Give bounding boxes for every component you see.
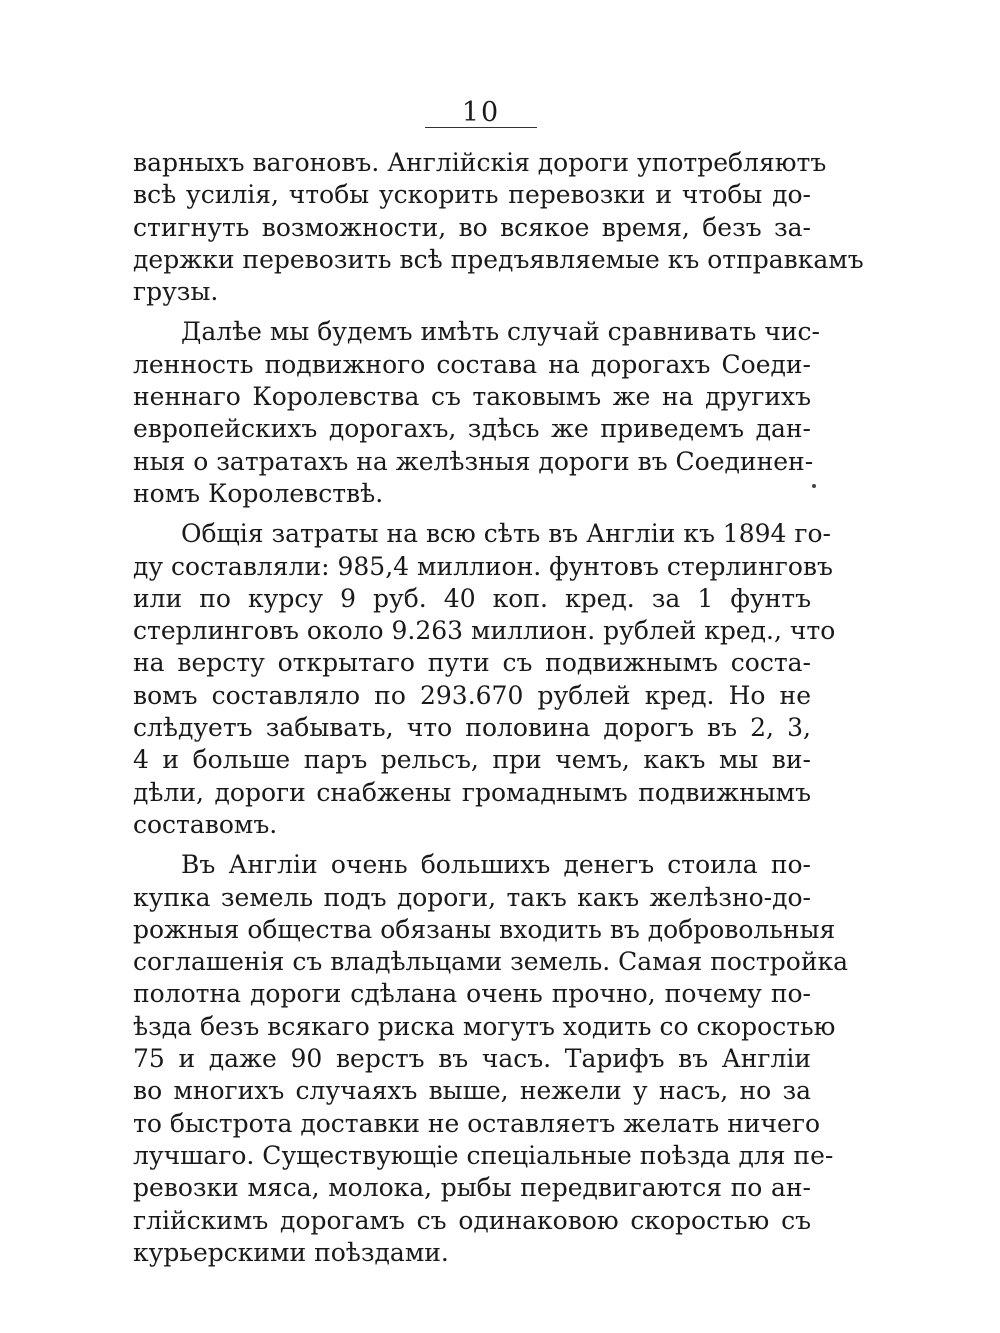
text-line: курьерскими поѣздами. bbox=[133, 1237, 449, 1267]
text-line: Въ Англіи очень большихъ денегъ стоила по- bbox=[181, 850, 811, 880]
text-line: стерлинговъ около 9.263 миллион. рублей кред., что bbox=[133, 616, 836, 646]
text-line: лучшаго. Существующіе спеціальные поѣзда для пе- bbox=[133, 1140, 834, 1170]
paragraph-gap bbox=[133, 308, 811, 316]
text-line: рожныя общества обязаны входить въ добровольныя bbox=[133, 914, 836, 944]
text-line: глійскимъ дорогамъ съ одинаковою скоростью съ bbox=[133, 1205, 811, 1235]
page-number-rule bbox=[425, 127, 537, 128]
text-line: 4 и больше паръ рельсъ, при чемъ, какъ мы ви- bbox=[133, 745, 811, 775]
text-line: соглашенія съ владѣльцами земель. Самая постройка bbox=[133, 947, 849, 977]
paragraph bbox=[133, 849, 849, 1269]
text-line: грузы. bbox=[133, 277, 219, 307]
text-line: 75 и даже 90 верстъ въ часъ. Тарифъ въ Англіи bbox=[133, 1044, 811, 1074]
text-line: держки перевозить всѣ предъявляемые къ отправкамъ bbox=[133, 244, 864, 274]
text-line: полотна дороги сдѣлана очень прочно, почему по- bbox=[133, 979, 811, 1009]
text-line: ленность подвижного состава на дорогахъ Соеди- bbox=[133, 349, 811, 379]
text-line: ныя о затратахъ на желѣзныя дороги въ Соединен- bbox=[133, 446, 814, 476]
text-line: на версту открытаго пути съ подвижнымъ соста- bbox=[133, 648, 811, 678]
text-line: вомъ составляло по 293.670 рублей кред. Но не bbox=[133, 680, 811, 710]
paragraph-gap bbox=[133, 841, 811, 849]
text-line: европейскихъ дорогахъ, здѣсь же приведемъ дан- bbox=[133, 414, 811, 444]
text-line: варныхъ вагоновъ. Англійскія дороги употребляютъ bbox=[133, 148, 827, 177]
text-line: купка земель подъ дороги, такъ какъ желѣзно-до- bbox=[133, 882, 811, 912]
page-number: 10 bbox=[461, 97, 501, 128]
paragraph bbox=[133, 316, 820, 510]
body-text bbox=[133, 147, 864, 1269]
text-line: стигнуть возможности, во всякое время, безъ за- bbox=[133, 212, 811, 242]
text-line: ѣзда безъ всякаго риска могутъ ходить со скоростью bbox=[133, 1011, 836, 1041]
text-line: Далѣе мы будемъ имѣть случай сравнивать чис- bbox=[181, 317, 820, 347]
paragraph-gap bbox=[133, 510, 811, 518]
text-line: слѣдуетъ забывать, что половина дорогъ въ 2, 3, bbox=[133, 713, 811, 743]
text-line: номъ Королевствѣ. bbox=[133, 478, 384, 508]
text-line: Общія затраты на всю сѣть въ Англіи къ 1894 го- bbox=[181, 519, 831, 549]
text-line: ду составляли: 985,4 миллион. фунтовъ стерлинговъ bbox=[133, 551, 833, 581]
text-line: всѣ усилія, чтобы ускорить перевозки и чтобы до- bbox=[133, 180, 811, 210]
paragraph bbox=[133, 518, 836, 841]
text-line: во многихъ случаяхъ выше, нежели у насъ, но за bbox=[133, 1076, 811, 1106]
text-line: дѣли, дороги снабжены громаднымъ подвижнымъ bbox=[133, 777, 811, 807]
paragraph bbox=[133, 147, 864, 308]
text-line: или по курсу 9 руб. 40 коп. кред. за 1 фунтъ bbox=[133, 583, 811, 613]
margin-mark bbox=[812, 484, 816, 488]
text-line: ревозки мяса, молока, рыбы передвигаются по ан- bbox=[133, 1173, 811, 1203]
text-line: составомъ. bbox=[133, 809, 278, 839]
text-line: неннаго Королевства съ таковымъ же на другихъ bbox=[133, 382, 811, 412]
text-line: то быстрота доставки не оставляетъ желать ничего bbox=[133, 1108, 820, 1138]
